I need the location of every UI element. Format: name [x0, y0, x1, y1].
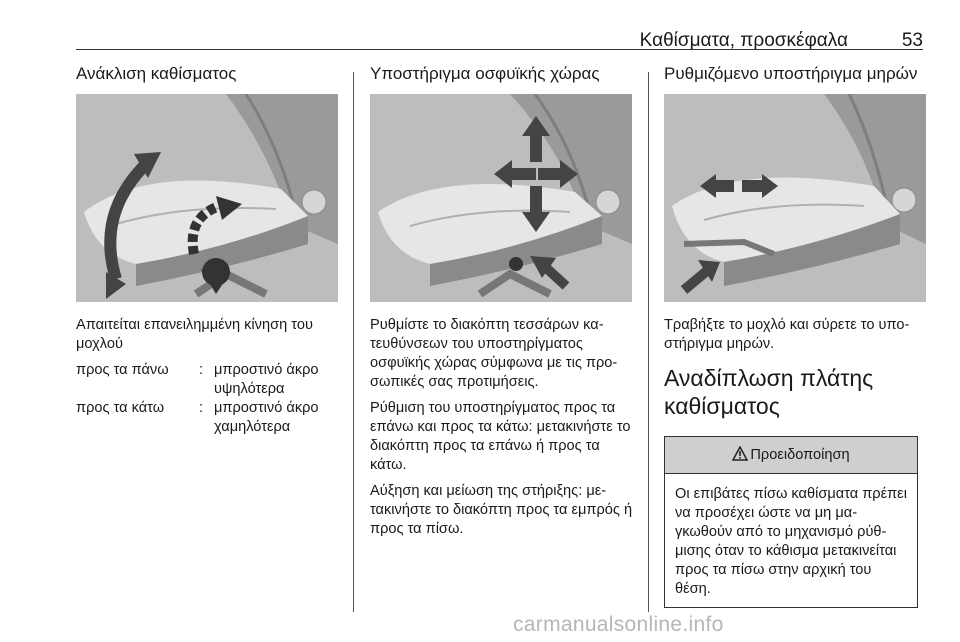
column-divider-2: [648, 72, 649, 612]
header-rule: [76, 49, 923, 50]
separator: :: [199, 362, 204, 378]
separator: :: [199, 400, 204, 416]
table-row: [76, 399, 344, 437]
column-lumbar-support: [370, 64, 638, 546]
paragraph-3: Αύξηση και μείωση της στήριξης: μετακινήστε το διακόπτη προς τα εμπρός ή προς τα πίσω.: [370, 483, 633, 537]
tilt-direction-table: [76, 361, 344, 437]
direction-key: προς τα πάνω: [76, 362, 169, 378]
column-thigh-support: [664, 64, 936, 608]
paragraph-1: Ρυθμίστε το διακόπτη τεσσάρων κατευθύνσεων του υποστηρίγματος οσφυϊκής χώρας σύμφωνα με τις προσωπικές σας προτιμήσεις.: [370, 317, 618, 390]
paragraph-1: Τραβήξτε το μοχλό και σύρετε το υποστήριγμα μηρών.: [664, 317, 910, 352]
running-header-title: Καθίσματα, προσκέφαλα: [639, 30, 848, 51]
warning-text: Οι επιβάτες πίσω καθίσματα πρέπει να προσέχει ώστε να μη μαγκωθούν από το μηχανισμό ρύθμισης όταν το κάθισμα μετακινείται προς τα πίσω στην αρχική του θέση.: [675, 486, 907, 597]
section-heading: Ρυθμιζόμενο υποστήριγμα μηρών: [664, 64, 918, 83]
warning-triangle-icon: [732, 446, 748, 461]
direction-value: μπροστινό άκρο υψηλότερα: [214, 362, 319, 397]
section-heading: Υποστήριγμα οσφυϊκής χώρας: [370, 64, 600, 83]
direction-key: προς τα κάτω: [76, 400, 165, 416]
thigh-support-illustration: [664, 94, 926, 302]
section-heading: Ανάκλιση καθίσματος: [76, 64, 237, 83]
seat-tilt-illustration: [76, 94, 338, 302]
watermark: carmanualsonline.info: [513, 613, 724, 636]
column-divider-1: [353, 72, 354, 612]
section-title: Αναδίπλωση πλάτης καθίσματος: [664, 365, 874, 419]
direction-value: μπροστινό άκρο χαμηλότερα: [214, 400, 319, 435]
warning-box: [664, 436, 918, 608]
seat-tilt-text: Απαιτείται επανειλημμένη κίνηση του μοχλού: [76, 317, 313, 352]
column-seat-tilt: [76, 64, 344, 437]
table-row: [76, 361, 344, 399]
lumbar-support-illustration: [370, 94, 632, 302]
warning-header: [665, 437, 917, 474]
page-number: 53: [901, 30, 923, 51]
paragraph-2: Ρύθμιση του υποστηρίγματος προς τα επάνω και προς τα κάτω: μετακινήστε το διακόπτη προς τα επάνω ή προς τα κάτω.: [370, 400, 631, 473]
warning-title: Προειδοποίηση: [750, 447, 850, 463]
